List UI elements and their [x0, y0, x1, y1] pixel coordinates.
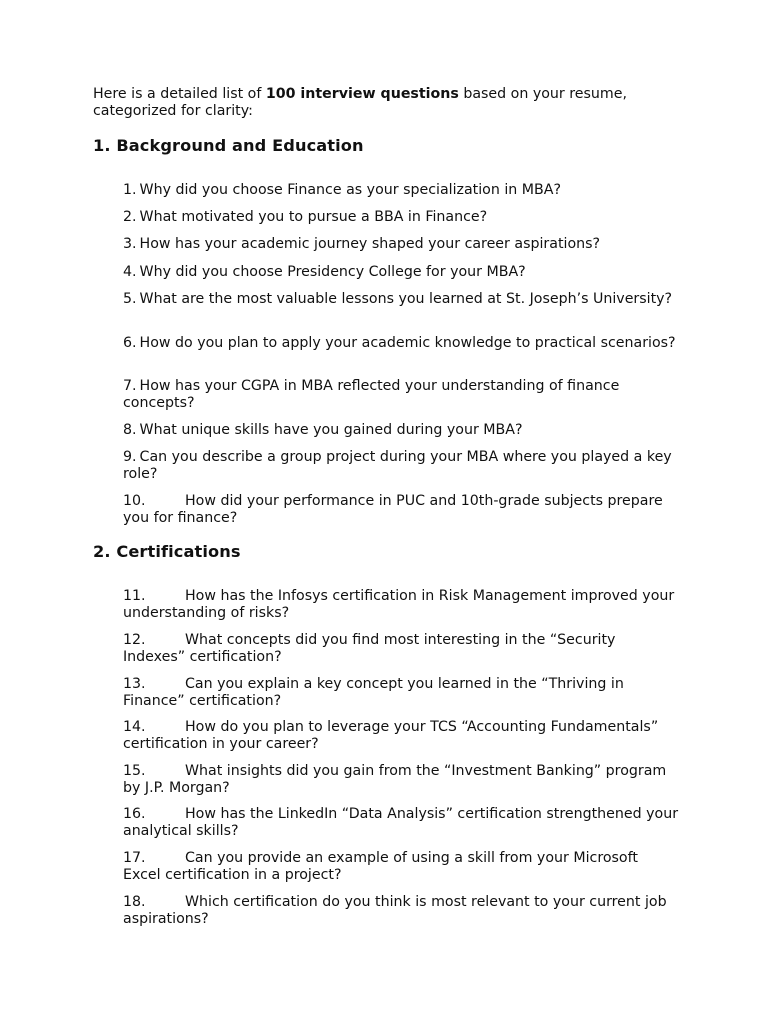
question-number: 4. — [123, 264, 137, 280]
question-number: 17. — [123, 850, 146, 866]
question-number: 10. — [123, 493, 146, 509]
question-number: 5. — [123, 291, 137, 307]
question-item — [123, 588, 679, 621]
question-text: How do you plan to apply your academic knowledge to practical scenarios? — [139, 335, 676, 351]
question-text: How has your academic journey shaped your career aspirations? — [139, 236, 601, 252]
question-item — [123, 763, 679, 796]
question-number: 2. — [123, 209, 137, 225]
question-text: What are the most valuable lessons you learned at St. Joseph’s University? — [139, 291, 673, 307]
question-item — [123, 422, 679, 439]
question-number: 13. — [123, 676, 146, 692]
question-item — [123, 493, 679, 526]
question-item — [123, 894, 679, 927]
question-number: 16. — [123, 806, 146, 822]
question-number: 12. — [123, 632, 146, 648]
question-item — [123, 632, 679, 665]
intro-bold: 100 interview questions — [265, 86, 459, 102]
question-text: What motivated you to pursue a BBA in Finance? — [139, 209, 488, 225]
section-heading-background: 1. Background and Education — [93, 136, 364, 155]
question-item — [123, 291, 679, 308]
question-number: 6. — [123, 335, 137, 351]
question-text: Can you describe a group project during your MBA where you played a key role? — [123, 449, 672, 482]
question-text: Can you provide an example of using a skill from your Microsoft Excel certification in a project? — [123, 850, 638, 883]
question-text: How has your CGPA in MBA reflected your understanding of finance concepts? — [123, 378, 620, 411]
question-item — [123, 719, 679, 752]
question-text: What concepts did you find most interesting in the “Security Indexes” certification? — [123, 632, 616, 665]
question-item — [123, 676, 679, 709]
question-text: Which certification do you think is most relevant to your current job aspirations? — [123, 894, 667, 927]
question-number: 8. — [123, 422, 137, 438]
question-text: How do you plan to leverage your TCS “Accounting Fundamentals” certification in your career? — [123, 719, 659, 752]
question-text: What unique skills have you gained during your MBA? — [139, 422, 523, 438]
question-item — [123, 806, 679, 839]
question-item — [123, 378, 679, 411]
section-heading-certifications: 2. Certifications — [93, 542, 241, 561]
question-item — [123, 335, 679, 352]
question-item — [123, 850, 679, 883]
intro-paragraph — [93, 86, 683, 119]
question-text: Why did you choose Finance as your specialization in MBA? — [139, 182, 562, 198]
question-number: 15. — [123, 763, 146, 779]
question-item — [123, 209, 679, 226]
question-text: How did your performance in PUC and 10th-grade subjects prepare you for finance? — [123, 493, 663, 526]
question-item — [123, 264, 679, 281]
question-text: Why did you choose Presidency College for your MBA? — [139, 264, 526, 280]
intro-suffix: based on your resume, categorized for clarity: — [93, 86, 627, 119]
question-text: How has the Infosys certification in Risk Management improved your understanding of risks? — [123, 588, 675, 621]
question-item — [123, 182, 679, 199]
question-number: 9. — [123, 449, 137, 465]
question-text: How has the LinkedIn “Data Analysis” certification strengthened your analytical skills? — [123, 806, 679, 839]
question-text: What insights did you gain from the “Investment Banking” program by J.P. Morgan? — [123, 763, 667, 796]
question-text: Can you explain a key concept you learned in the “Thriving in Finance” certification? — [123, 676, 624, 709]
question-number: 14. — [123, 719, 146, 735]
question-number: 18. — [123, 894, 146, 910]
question-number: 3. — [123, 236, 137, 252]
question-number: 11. — [123, 588, 146, 604]
question-number: 7. — [123, 378, 137, 394]
question-item — [123, 449, 679, 482]
question-number: 1. — [123, 182, 137, 198]
intro-prefix: Here is a detailed list of — [93, 86, 266, 102]
question-item — [123, 236, 679, 253]
